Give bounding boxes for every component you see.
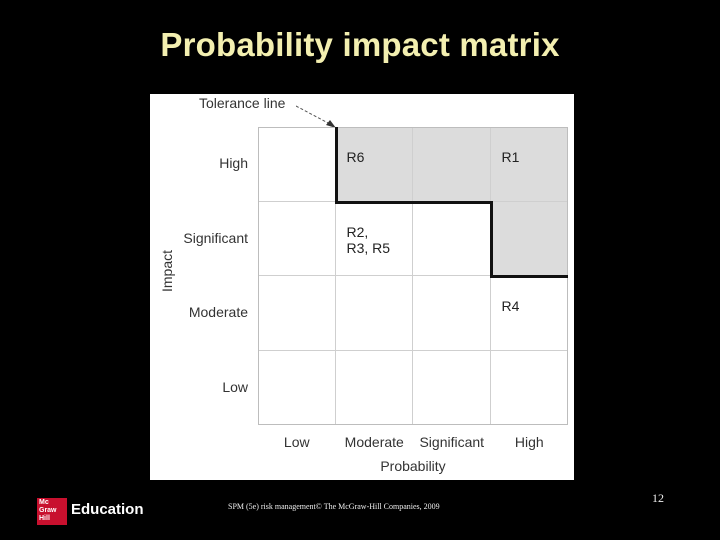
- tolerance-line-segment: [490, 201, 493, 277]
- matrix-cell: [413, 276, 491, 351]
- tolerance-line-label: Tolerance line: [199, 95, 286, 111]
- matrix-cell: [258, 351, 336, 426]
- matrix-cell: [491, 351, 569, 426]
- column-label: Low: [283, 434, 310, 450]
- cell-risk-label: R1: [501, 149, 520, 165]
- matrix-cell: [336, 351, 414, 426]
- x-axis-label: Probability: [380, 458, 446, 474]
- matrix-cell: [258, 276, 336, 351]
- slide-footer: SPM (5e) risk management© The McGraw-Hill Companies, 2009: [228, 502, 440, 511]
- matrix-cell: [491, 202, 569, 277]
- column-label: Significant: [419, 434, 485, 450]
- row-label: Low: [222, 378, 248, 395]
- cell-risk-label: R2, R3, R5: [346, 223, 391, 256]
- matrix-cell: [258, 127, 336, 202]
- tolerance-line-segment: [490, 275, 569, 278]
- row-label: High: [219, 155, 248, 172]
- matrix-cell: [258, 202, 336, 277]
- column-label: Moderate: [344, 434, 404, 450]
- y-axis-label: Impact: [159, 250, 175, 293]
- cell-risk-label: R4: [501, 298, 520, 314]
- column-label: High: [514, 434, 544, 450]
- tolerance-line-segment: [335, 201, 491, 204]
- mcgraw-hill-logo: Mc Graw Hill: [37, 498, 67, 525]
- matrix-cell: [413, 127, 491, 202]
- tolerance-line-segment: [335, 127, 338, 203]
- matrix-cell: [491, 276, 569, 351]
- matrix-cell: [336, 202, 414, 277]
- matrix-cell: [491, 127, 569, 202]
- slide-title: Probability impact matrix: [160, 26, 560, 63]
- matrix-cell: [336, 127, 414, 202]
- matrix-cell: [336, 276, 414, 351]
- row-label: Significant: [183, 229, 248, 246]
- cell-risk-label: R6: [346, 149, 365, 165]
- matrix-cell: [413, 202, 491, 277]
- education-wordmark: Education: [71, 501, 144, 518]
- page-number: 12: [652, 491, 664, 505]
- matrix-cell: [413, 351, 491, 426]
- row-label: Moderate: [188, 304, 248, 321]
